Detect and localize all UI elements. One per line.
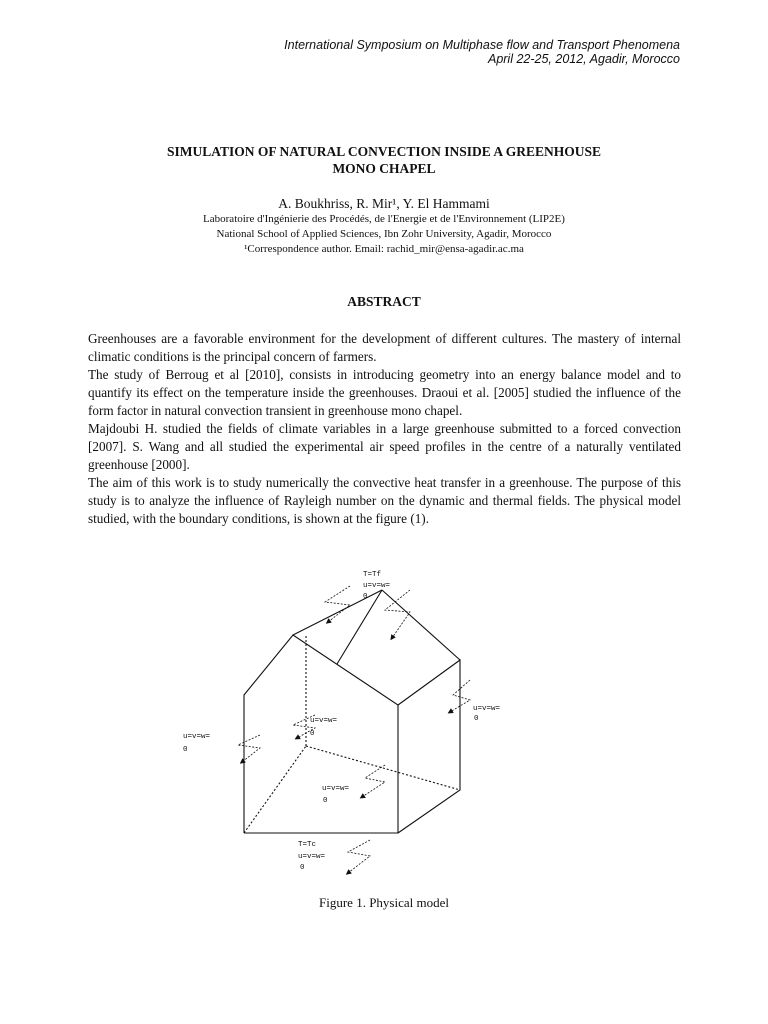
author-list: A. Boukhriss, R. Mir¹, Y. El Hammami xyxy=(278,196,490,211)
abstract-paragraph-2: The study of Berroug et al [2010], consists in introducing geometry into an energy balance model and to quantify its effect on the temperature inside the greenhouses. Draoui et al. [2005] studied the influence of the form factor in natural convection transient in greenhouse mono chapel. xyxy=(88,367,681,418)
label-front-zero: 0 xyxy=(323,797,328,805)
front-arrow xyxy=(362,765,385,797)
affiliation-block xyxy=(0,212,768,257)
running-header xyxy=(284,38,680,66)
label-left-velocity: u=v=w= xyxy=(183,733,211,741)
figure-caption: Figure 1. Physical model xyxy=(319,895,449,910)
label-bottom-velocity: u=v=w= xyxy=(298,853,326,861)
greenhouse-wireframe xyxy=(244,590,460,833)
label-inner-zero: 0 xyxy=(310,730,315,738)
abstract-body xyxy=(88,330,681,528)
right-face xyxy=(398,660,460,833)
header-symposium: International Symposium on Multiphase flow and Transport Phenomena xyxy=(284,38,680,52)
front-face xyxy=(244,635,398,833)
bottom-arrow xyxy=(348,840,370,873)
physical-model-figure xyxy=(170,560,550,890)
label-inner-velocity: u=v=w= xyxy=(310,717,338,725)
paper-title xyxy=(0,143,768,177)
title-line-1: SIMULATION OF NATURAL CONVECTION INSIDE A GREENHOUSE xyxy=(166,144,602,159)
roof-ridge-right xyxy=(382,590,460,660)
abstract-paragraph-4: The aim of this work is to study numerically the convective heat transfer in a greenhouse. The purpose of this study is to analyze the influence of Rayleigh number on the dynamic and thermal fields. The physical model studied, with the boundary conditions, is shown at the figure (1). xyxy=(88,475,681,526)
label-left-zero: 0 xyxy=(183,746,188,754)
label-top-velocity: u=v=w= xyxy=(363,582,391,590)
abstract-heading: ABSTRACT xyxy=(347,294,421,309)
label-bottom-zero: 0 xyxy=(300,864,305,872)
top-arrow-right xyxy=(385,590,410,638)
abstract-paragraph-3: Majdoubi H. studied the fields of climate variables in a large greenhouse submitted to a forced convection [2007]. S. Wang and all studied the experimental air speed profiles in the centre of a naturally ventilated greenhouse [2000]. xyxy=(88,421,681,472)
label-front-velocity: u=v=w= xyxy=(322,785,350,793)
affiliation-lab: Laboratoire d'Ingénierie des Procédés, de l'Energie et de l'Environnement (LIP2E) xyxy=(203,213,565,225)
abstract-paragraph-1: Greenhouses are a favorable environment for the development of different cultures. The mastery of internal climatic conditions is the principal concern of farmers. xyxy=(88,331,681,364)
label-right-zero: 0 xyxy=(474,715,479,723)
hidden-edges xyxy=(244,635,460,833)
label-top-zero: 0 xyxy=(363,593,368,601)
label-right-velocity: u=v=w= xyxy=(473,705,501,713)
header-date-location: April 22-25, 2012, Agadir, Morocco xyxy=(487,52,680,66)
title-line-2: MONO CHAPEL xyxy=(332,161,436,176)
label-bottom-temperature: T=Tc xyxy=(298,841,317,849)
boundary-arrows xyxy=(238,586,470,873)
left-arrow xyxy=(238,735,260,762)
affiliation-school: National School of Applied Sciences, Ibn Zohr University, Agadir, Morocco xyxy=(216,228,552,240)
label-top-temperature: T=Tf xyxy=(363,571,382,579)
affiliation-correspondence: ¹Correspondence author. Email: rachid_mir@ensa-agadir.ac.ma xyxy=(244,243,524,255)
